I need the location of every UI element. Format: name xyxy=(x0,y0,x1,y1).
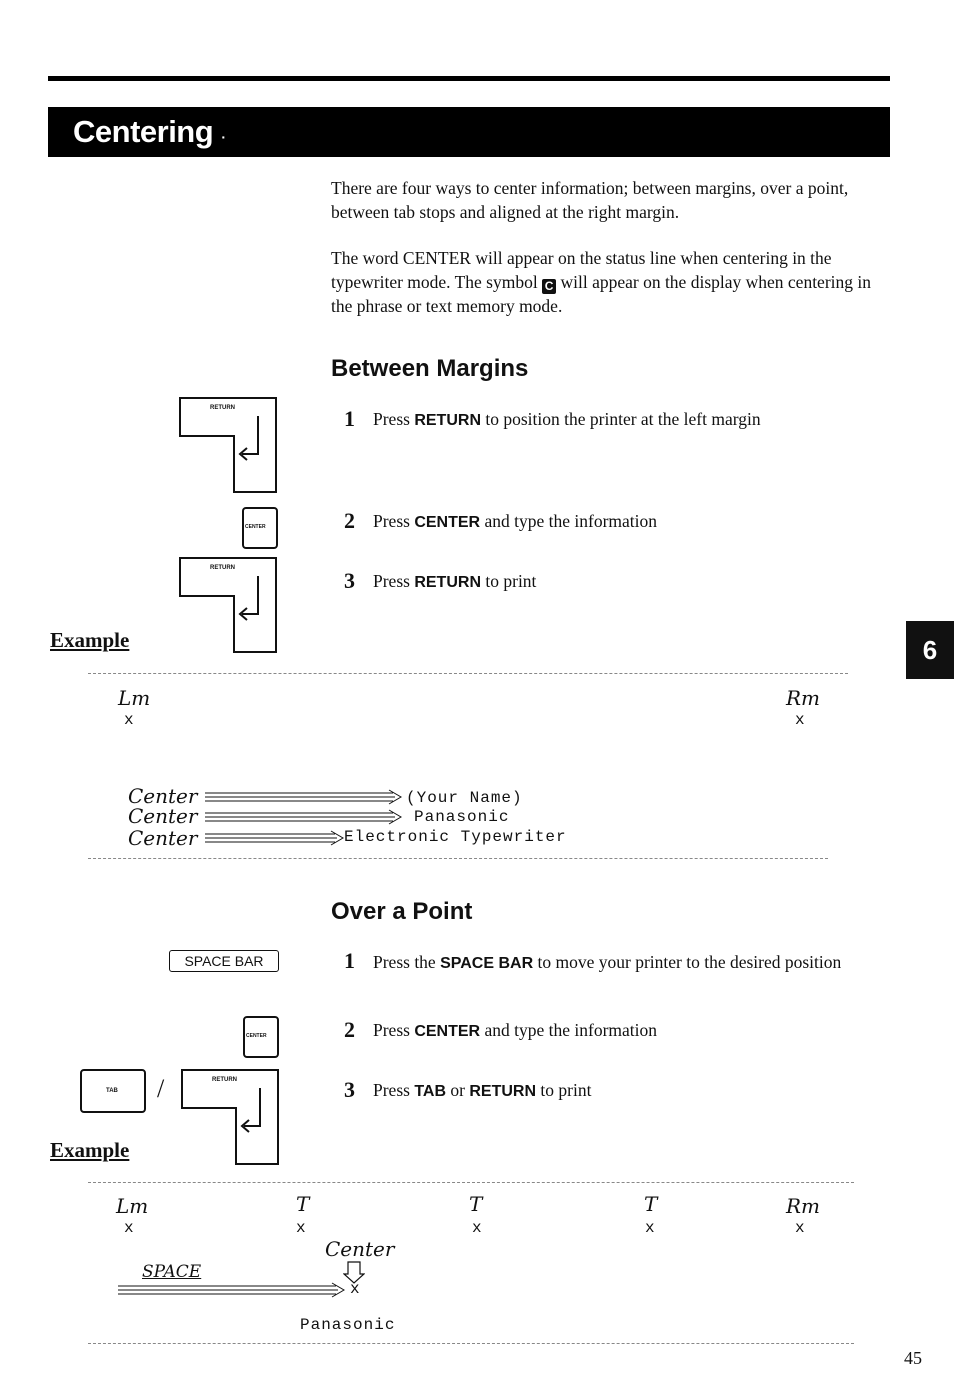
center-annotation: Center xyxy=(128,826,198,850)
tab-stop-marker: x xyxy=(472,1219,482,1237)
center-symbol-icon: C xyxy=(542,279,556,294)
arrow-icon xyxy=(205,789,405,810)
center-key-icon: CENTER xyxy=(243,1016,279,1058)
step-number: 3 xyxy=(344,1077,355,1102)
step-text: Press the SPACE BAR to move your printer to the desired position xyxy=(373,952,842,972)
example-label: Example xyxy=(50,628,130,652)
section-heading-over-a-point: Over a Point xyxy=(331,898,473,925)
tab-stop-marker: x xyxy=(645,1219,655,1237)
example-top-border xyxy=(88,1182,854,1183)
tab-stop-label: T xyxy=(644,1192,658,1216)
left-margin-marker: x xyxy=(124,711,134,729)
step-text: Press RETURN to print xyxy=(373,571,537,591)
step-text: Press TAB or RETURN to print xyxy=(373,1080,592,1100)
space-annotation: SPACE xyxy=(142,1262,202,1282)
step-number: 1 xyxy=(344,406,355,431)
arrow-icon xyxy=(118,1282,348,1303)
left-margin-label: Lm xyxy=(116,1194,149,1218)
or-slash: / xyxy=(157,1074,165,1103)
section-heading-between-margins: Between Margins xyxy=(331,355,529,382)
right-margin-label: Rm xyxy=(786,1194,821,1218)
right-margin-marker: x xyxy=(795,1219,805,1237)
example-line: Panasonic xyxy=(300,1316,396,1334)
center-annotation: Center xyxy=(325,1237,395,1261)
step-text: Press RETURN to position the printer at the left margin xyxy=(373,409,761,429)
arrow-icon xyxy=(205,830,345,851)
example-line-2: Panasonic xyxy=(414,808,510,826)
intro-paragraph-2: The word CENTER will appear on the status line when centering in the typewriter mode. The symbol C will appear on the display when centering in the phrase or text memory mode. xyxy=(331,248,871,316)
step-number: 2 xyxy=(344,508,355,533)
step-text: Press CENTER and type the information xyxy=(373,1020,658,1040)
top-rule xyxy=(48,76,890,81)
step-text: Press CENTER and type the information xyxy=(373,511,658,531)
return-key-icon: RETURN xyxy=(180,1068,280,1166)
step-number: 3 xyxy=(344,568,355,593)
chapter-tab: 6 xyxy=(906,621,954,679)
tab-stop-marker: x xyxy=(296,1219,306,1237)
example-bottom-border xyxy=(88,858,828,859)
center-key-icon: CENTER xyxy=(242,507,278,549)
step-number: 1 xyxy=(344,948,355,973)
left-margin-label: Lm xyxy=(118,686,151,710)
center-annotation: Center xyxy=(128,784,198,808)
left-margin-marker: x xyxy=(124,1219,134,1237)
space-bar-key-icon: SPACE BAR xyxy=(169,950,279,972)
page-number: 45 xyxy=(904,1348,922,1368)
example-label: Example xyxy=(50,1138,130,1162)
tab-stop-label: T xyxy=(469,1192,483,1216)
tab-key-icon: TAB xyxy=(80,1069,146,1113)
example-top-border xyxy=(88,673,848,674)
return-key-icon: RETURN xyxy=(178,396,278,494)
example-bottom-border xyxy=(88,1343,854,1344)
example-line-3: Electronic Typewriter xyxy=(344,828,567,846)
tab-stop-label: T xyxy=(296,1192,310,1216)
return-key-icon: RETURN xyxy=(178,556,278,654)
right-margin-label: Rm xyxy=(786,686,821,710)
step-number: 2 xyxy=(344,1017,355,1042)
center-point-marker: x xyxy=(350,1280,360,1298)
center-annotation: Center xyxy=(128,804,198,828)
arrow-icon xyxy=(205,809,405,830)
page-title: Centering · xyxy=(73,114,226,149)
intro-paragraph-1: There are four ways to center information; between margins, over a point, between tab stops and aligned at the right margin. xyxy=(331,178,849,222)
right-margin-marker: x xyxy=(795,711,805,729)
example-line-1: (Your Name) xyxy=(406,789,523,807)
